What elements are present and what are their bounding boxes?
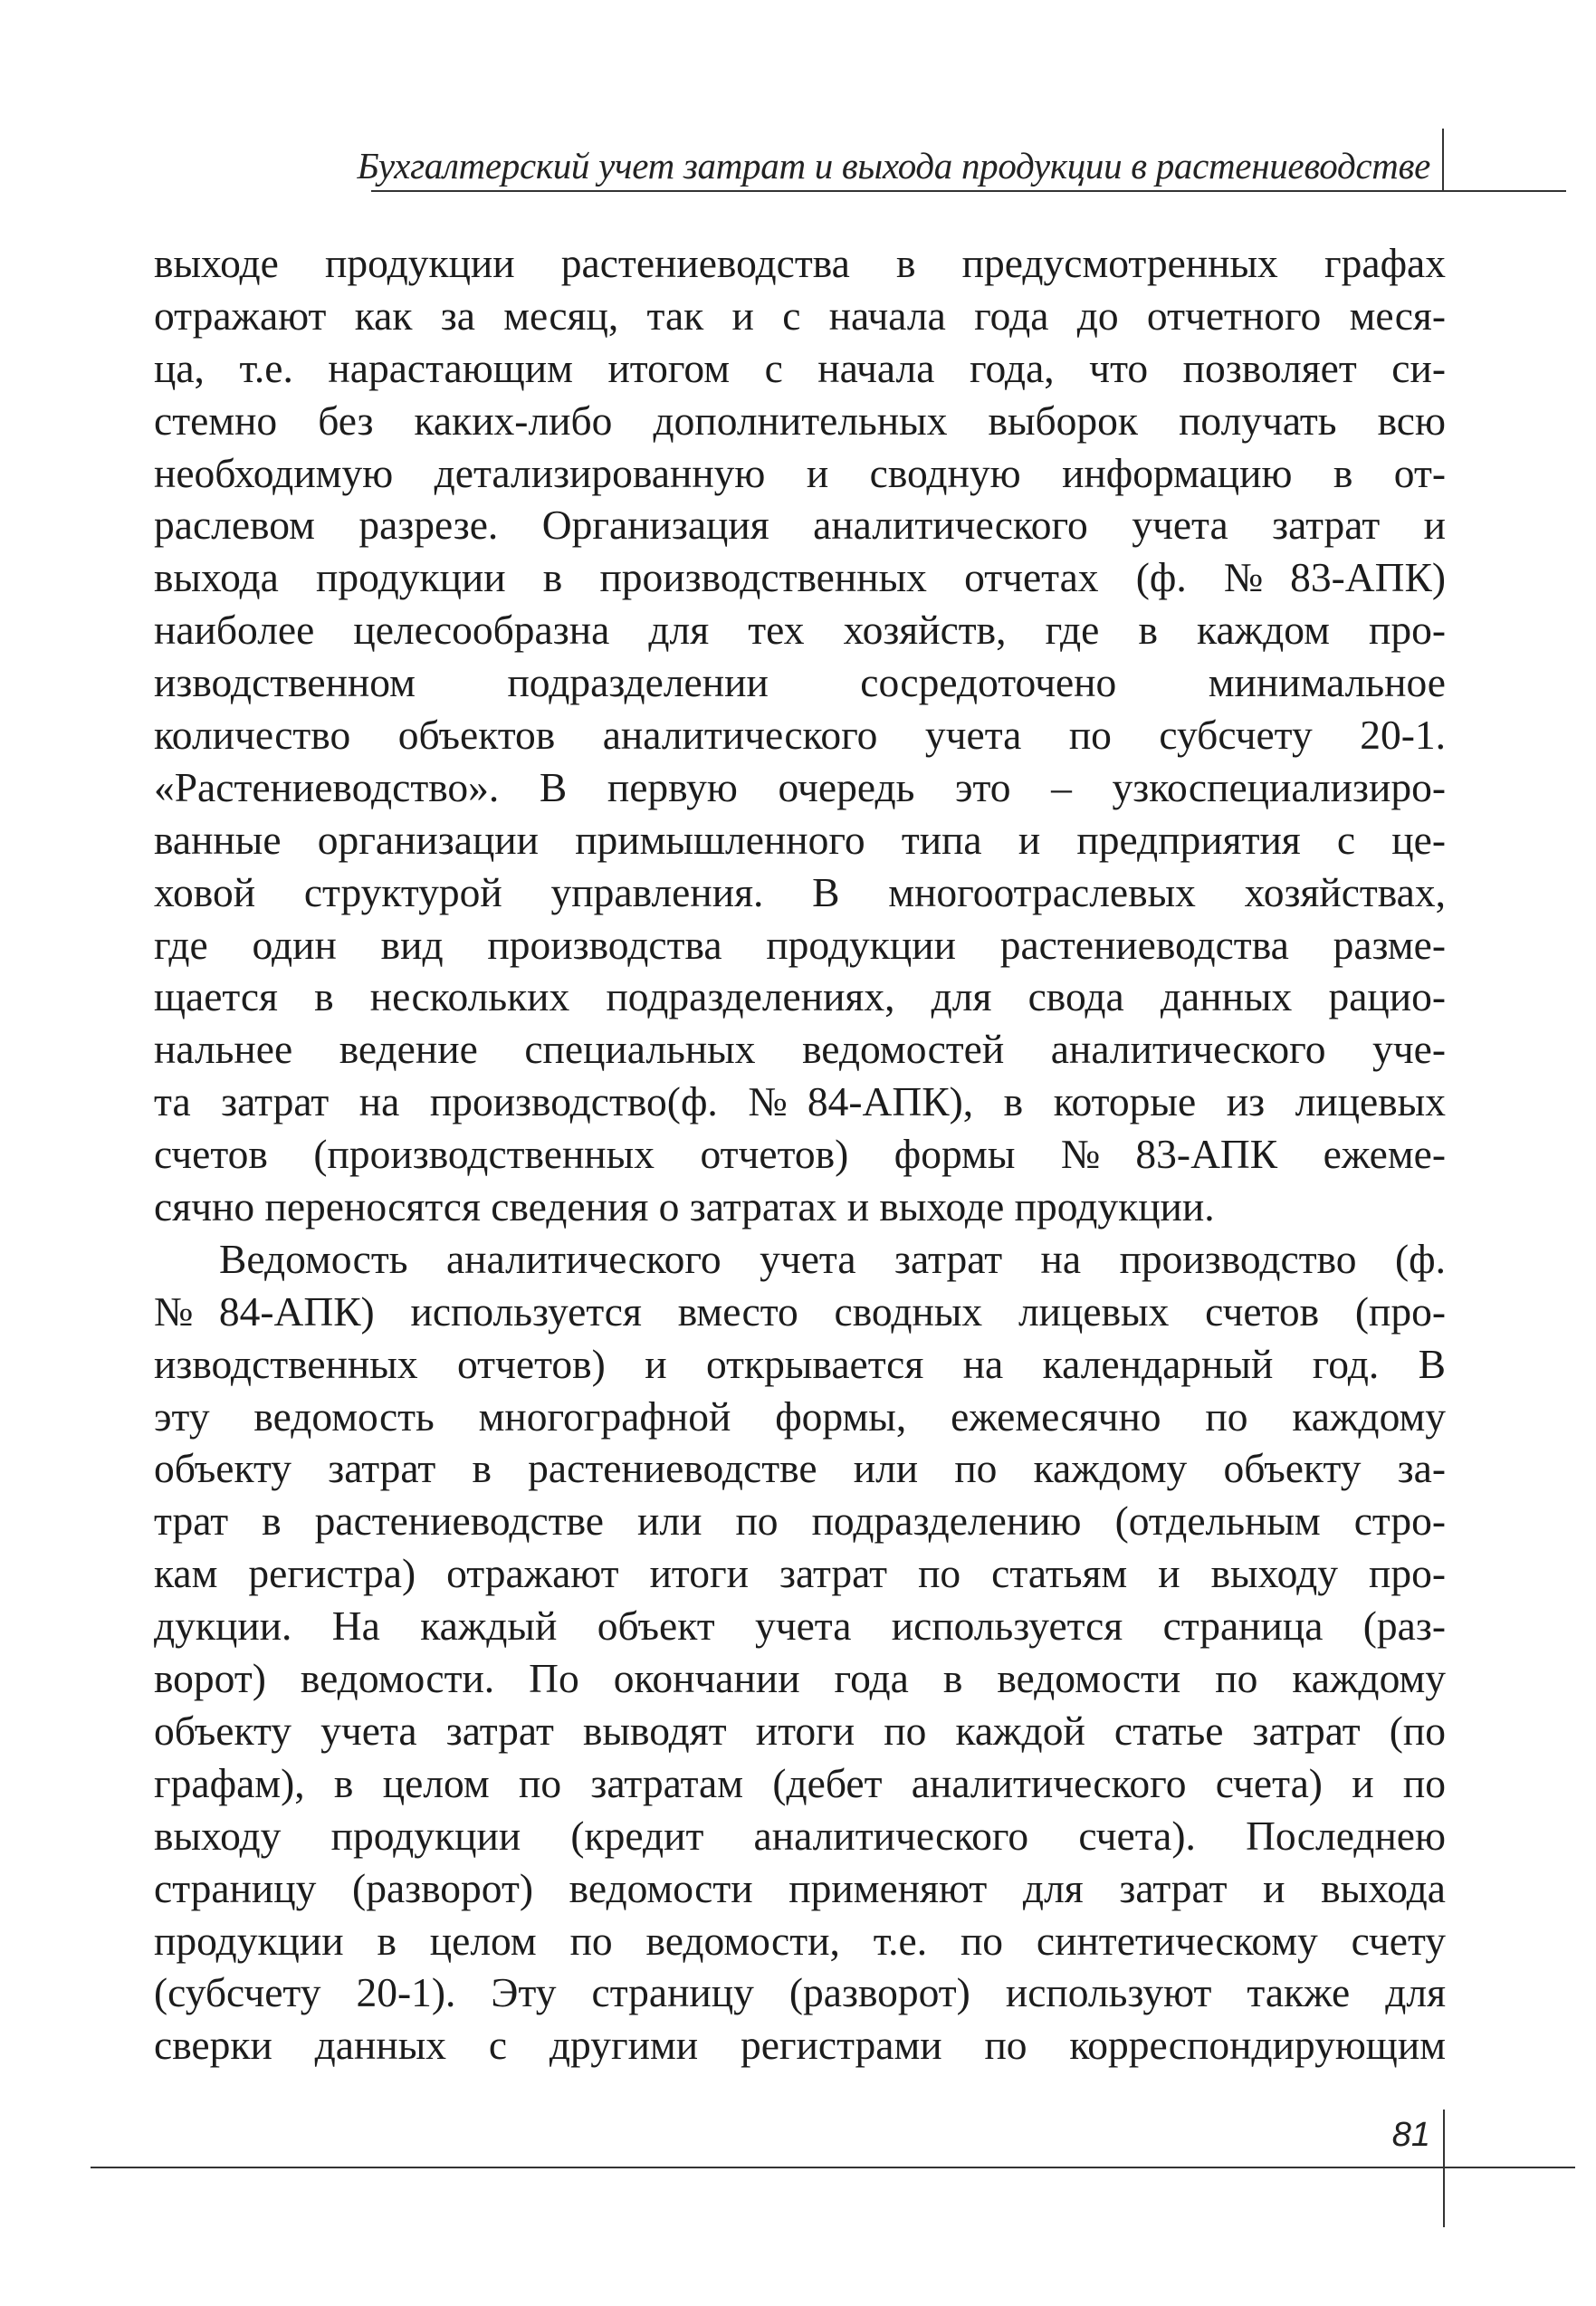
text-line: трат в растениеводстве или по подразделению (отдельным стро- (154, 1497, 1446, 1545)
text-line: ворот) ведомости. По окончании года в ведомости по каждому (154, 1655, 1446, 1702)
text-line: изводственных отчетов) и открывается на календарный год. В (154, 1340, 1446, 1387)
text-line: изводственном подразделении сосредоточено минимальное (154, 659, 1446, 706)
paragraph-1 (154, 237, 1446, 1233)
text-line: где один вид производства продукции растениеводства разме- (154, 921, 1446, 968)
text-line: щается в нескольких подразделениях, для свода данных рацио- (154, 973, 1446, 1020)
header-vertical-rule (1442, 129, 1444, 192)
text-line: «Растениеводство». В первую очередь это – узкоспециализиро- (154, 763, 1446, 810)
paragraph-2 (154, 1233, 1446, 2072)
running-header: Бухгалтерский учет затрат и выхода продукции в растениеводстве (357, 145, 1430, 187)
text-line: №84-АПК) используется вместо сводных лицевых счетов (про- (154, 1287, 1446, 1335)
text-line: необходимую детализированную и сводную информацию в от- (154, 449, 1446, 496)
body-text (154, 237, 1446, 2072)
text-line: выходу продукции (кредит аналитического счета). Последнею (154, 1812, 1446, 1859)
text-line: выхода продукции в производственных отчетах (ф. №83-АПК) (154, 554, 1446, 601)
header-rule (371, 190, 1566, 192)
text-line: продукции в целом по ведомости, т.е. по синтетическому счету (154, 1917, 1446, 1964)
footer-rule (91, 2167, 1575, 2168)
text-line: стемно без каких-либо дополнительных выборок получать всю (154, 397, 1446, 444)
text-line: отражают как за месяц, так и с начала года до отчетного меся- (154, 292, 1446, 339)
text-line: ванные организации примышленного типа и предприятия с це- (154, 816, 1446, 863)
text-line: раслевом разрезе. Организация аналитического учета затрат и (154, 502, 1446, 549)
text-line: та затрат на производство(ф. №84-АПК), в которые из лицевых (154, 1078, 1446, 1125)
text-line: нальнее ведение специальных ведомостей аналитического уче- (154, 1026, 1446, 1073)
footer-vertical-rule (1443, 2110, 1445, 2227)
text-line: кам регистра) отражают итоги затрат по статьям и выходу про- (154, 1550, 1446, 1597)
text-line: количество объектов аналитического учета по субсчету 20-1. (154, 712, 1446, 759)
page-number: 81 (1391, 2116, 1430, 2154)
text-line: сверки данных с другими регистрами по корреспондирующим (154, 2022, 1446, 2069)
text-line: дукции. На каждый объект учета используется страница (раз- (154, 1603, 1446, 1650)
text-line: графам), в целом по затратам (дебет аналитического счета) и по (154, 1759, 1446, 1806)
text-line: объекту учета затрат выводят итоги по каждой статье затрат (по (154, 1707, 1446, 1754)
text-line: счетов (производственных отчетов) формы №83-АПК ежеме- (154, 1131, 1446, 1178)
text-line: выходе продукции растениеводства в предусмотренных графах (154, 240, 1446, 286)
text-line: объекту затрат в растениеводстве или по каждому объекту за- (154, 1445, 1446, 1492)
text-line: ховой структурой управления. В многоотраслевых хозяйствах, (154, 868, 1446, 915)
text-line: эту ведомость многографной формы, ежемесячно по каждому (154, 1392, 1446, 1440)
text-line: (субсчету 20-1). Эту страницу (разворот) используют также для (154, 1969, 1446, 2016)
text-line: Ведомость аналитического учета затрат на производство (ф. (219, 1235, 1446, 1282)
text-line: ца, т.е. нарастающим итогом с начала года, что позволяет си- (154, 344, 1446, 391)
text-line: наиболее целесообразна для тех хозяйств, где в каждом про- (154, 607, 1446, 654)
text-line: сячно переносятся сведения о затратах и выходе продукции. (154, 1183, 1215, 1230)
text-line: страницу (разворот) ведомости применяют для затрат и выхода (154, 1864, 1446, 1911)
